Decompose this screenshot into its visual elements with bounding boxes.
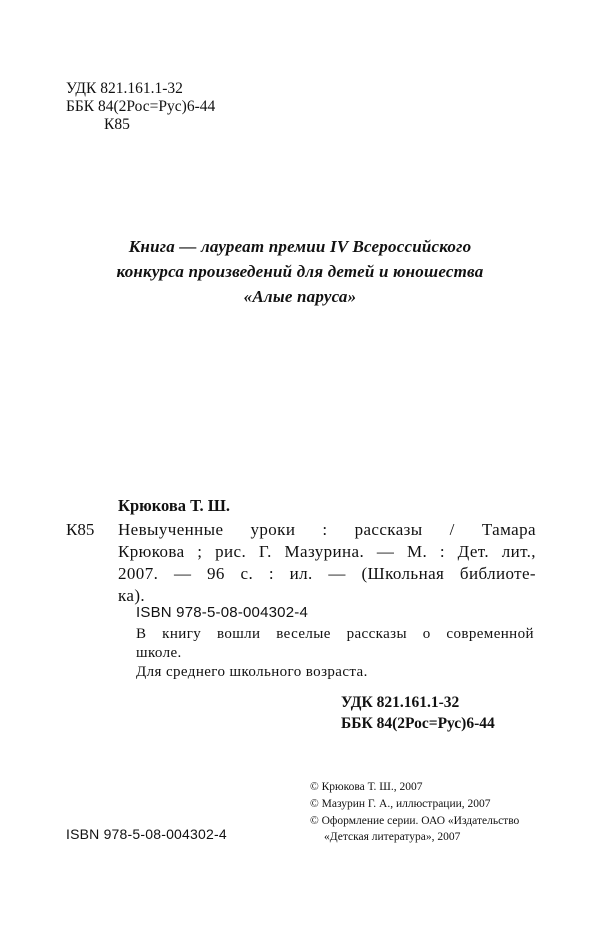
word: — xyxy=(376,542,395,561)
word: / xyxy=(449,520,455,539)
word: М. xyxy=(406,542,428,561)
word: рис. xyxy=(215,542,247,561)
audience-note: Для среднего школьного возраста. xyxy=(136,664,368,680)
description-line-3 xyxy=(118,564,536,584)
laureate-line-2: конкурса произведений для детей и юношества xyxy=(116,262,484,281)
word: книгу xyxy=(162,626,202,642)
word: вошли xyxy=(216,626,261,642)
author-mark-top: К85 xyxy=(104,116,130,133)
word: — xyxy=(328,564,346,583)
word: ил. xyxy=(289,564,313,583)
word: — xyxy=(173,564,192,583)
word: В xyxy=(136,626,147,642)
word: современной xyxy=(446,626,534,642)
word: Тамара xyxy=(481,520,536,539)
description-line-2 xyxy=(118,542,536,562)
description-line-1 xyxy=(118,520,536,540)
word: уроки xyxy=(250,520,296,539)
copyright-publisher: «Детская литература», 2007 xyxy=(324,831,461,843)
word: 2007. xyxy=(118,564,159,583)
word: о xyxy=(422,626,431,642)
laureate-line-1: Книга — лауреат премии IV Всероссийского xyxy=(128,237,472,256)
annotation-line-1 xyxy=(136,626,534,643)
description-line-4: ка). xyxy=(118,586,146,605)
bbk-code-bottom: ББК 84(2Рос=Рус)6-44 xyxy=(341,715,495,732)
copyright-author: © Крюкова Т. Ш., 2007 xyxy=(310,781,423,793)
word: с. xyxy=(240,564,254,583)
copyright-series-design: © Оформление серии. ОАО «Издательство xyxy=(310,815,520,827)
word: рассказы xyxy=(346,626,407,642)
udk-code-top: УДК 821.161.1-32 xyxy=(66,80,183,97)
author-mark: К85 xyxy=(66,520,95,539)
word: веселые xyxy=(276,626,331,642)
word: : xyxy=(268,564,274,583)
isbn-bottom: ISBN 978-5-08-004302-4 xyxy=(66,826,227,842)
word: библиоте- xyxy=(459,564,536,583)
annotation-line-2: школе. xyxy=(136,645,182,661)
word: ; xyxy=(197,542,203,561)
word: лит., xyxy=(501,542,536,561)
word: Крюкова xyxy=(118,542,185,561)
copyright-illustrations: © Мазурин Г. А., иллюстрации, 2007 xyxy=(310,798,491,810)
udk-code-bottom: УДК 821.161.1-32 xyxy=(341,694,460,711)
word: Невыученные xyxy=(118,520,224,539)
isbn-card: ISBN 978-5-08-004302-4 xyxy=(136,604,309,621)
word: Дет. xyxy=(457,542,489,561)
word: 96 xyxy=(207,564,225,583)
word: (Школьная xyxy=(361,564,445,583)
bbk-code-top: ББК 84(2Рос=Рус)6-44 xyxy=(66,98,216,115)
author-heading: Крюкова Т. Ш. xyxy=(118,496,231,515)
laureate-note xyxy=(40,234,560,309)
word: Мазурина. xyxy=(284,542,365,561)
laureate-line-3: «Алые паруса» xyxy=(243,287,357,306)
word: рассказы xyxy=(354,520,423,539)
word: : xyxy=(439,542,445,561)
word: Г. xyxy=(258,542,272,561)
word: : xyxy=(322,520,328,539)
